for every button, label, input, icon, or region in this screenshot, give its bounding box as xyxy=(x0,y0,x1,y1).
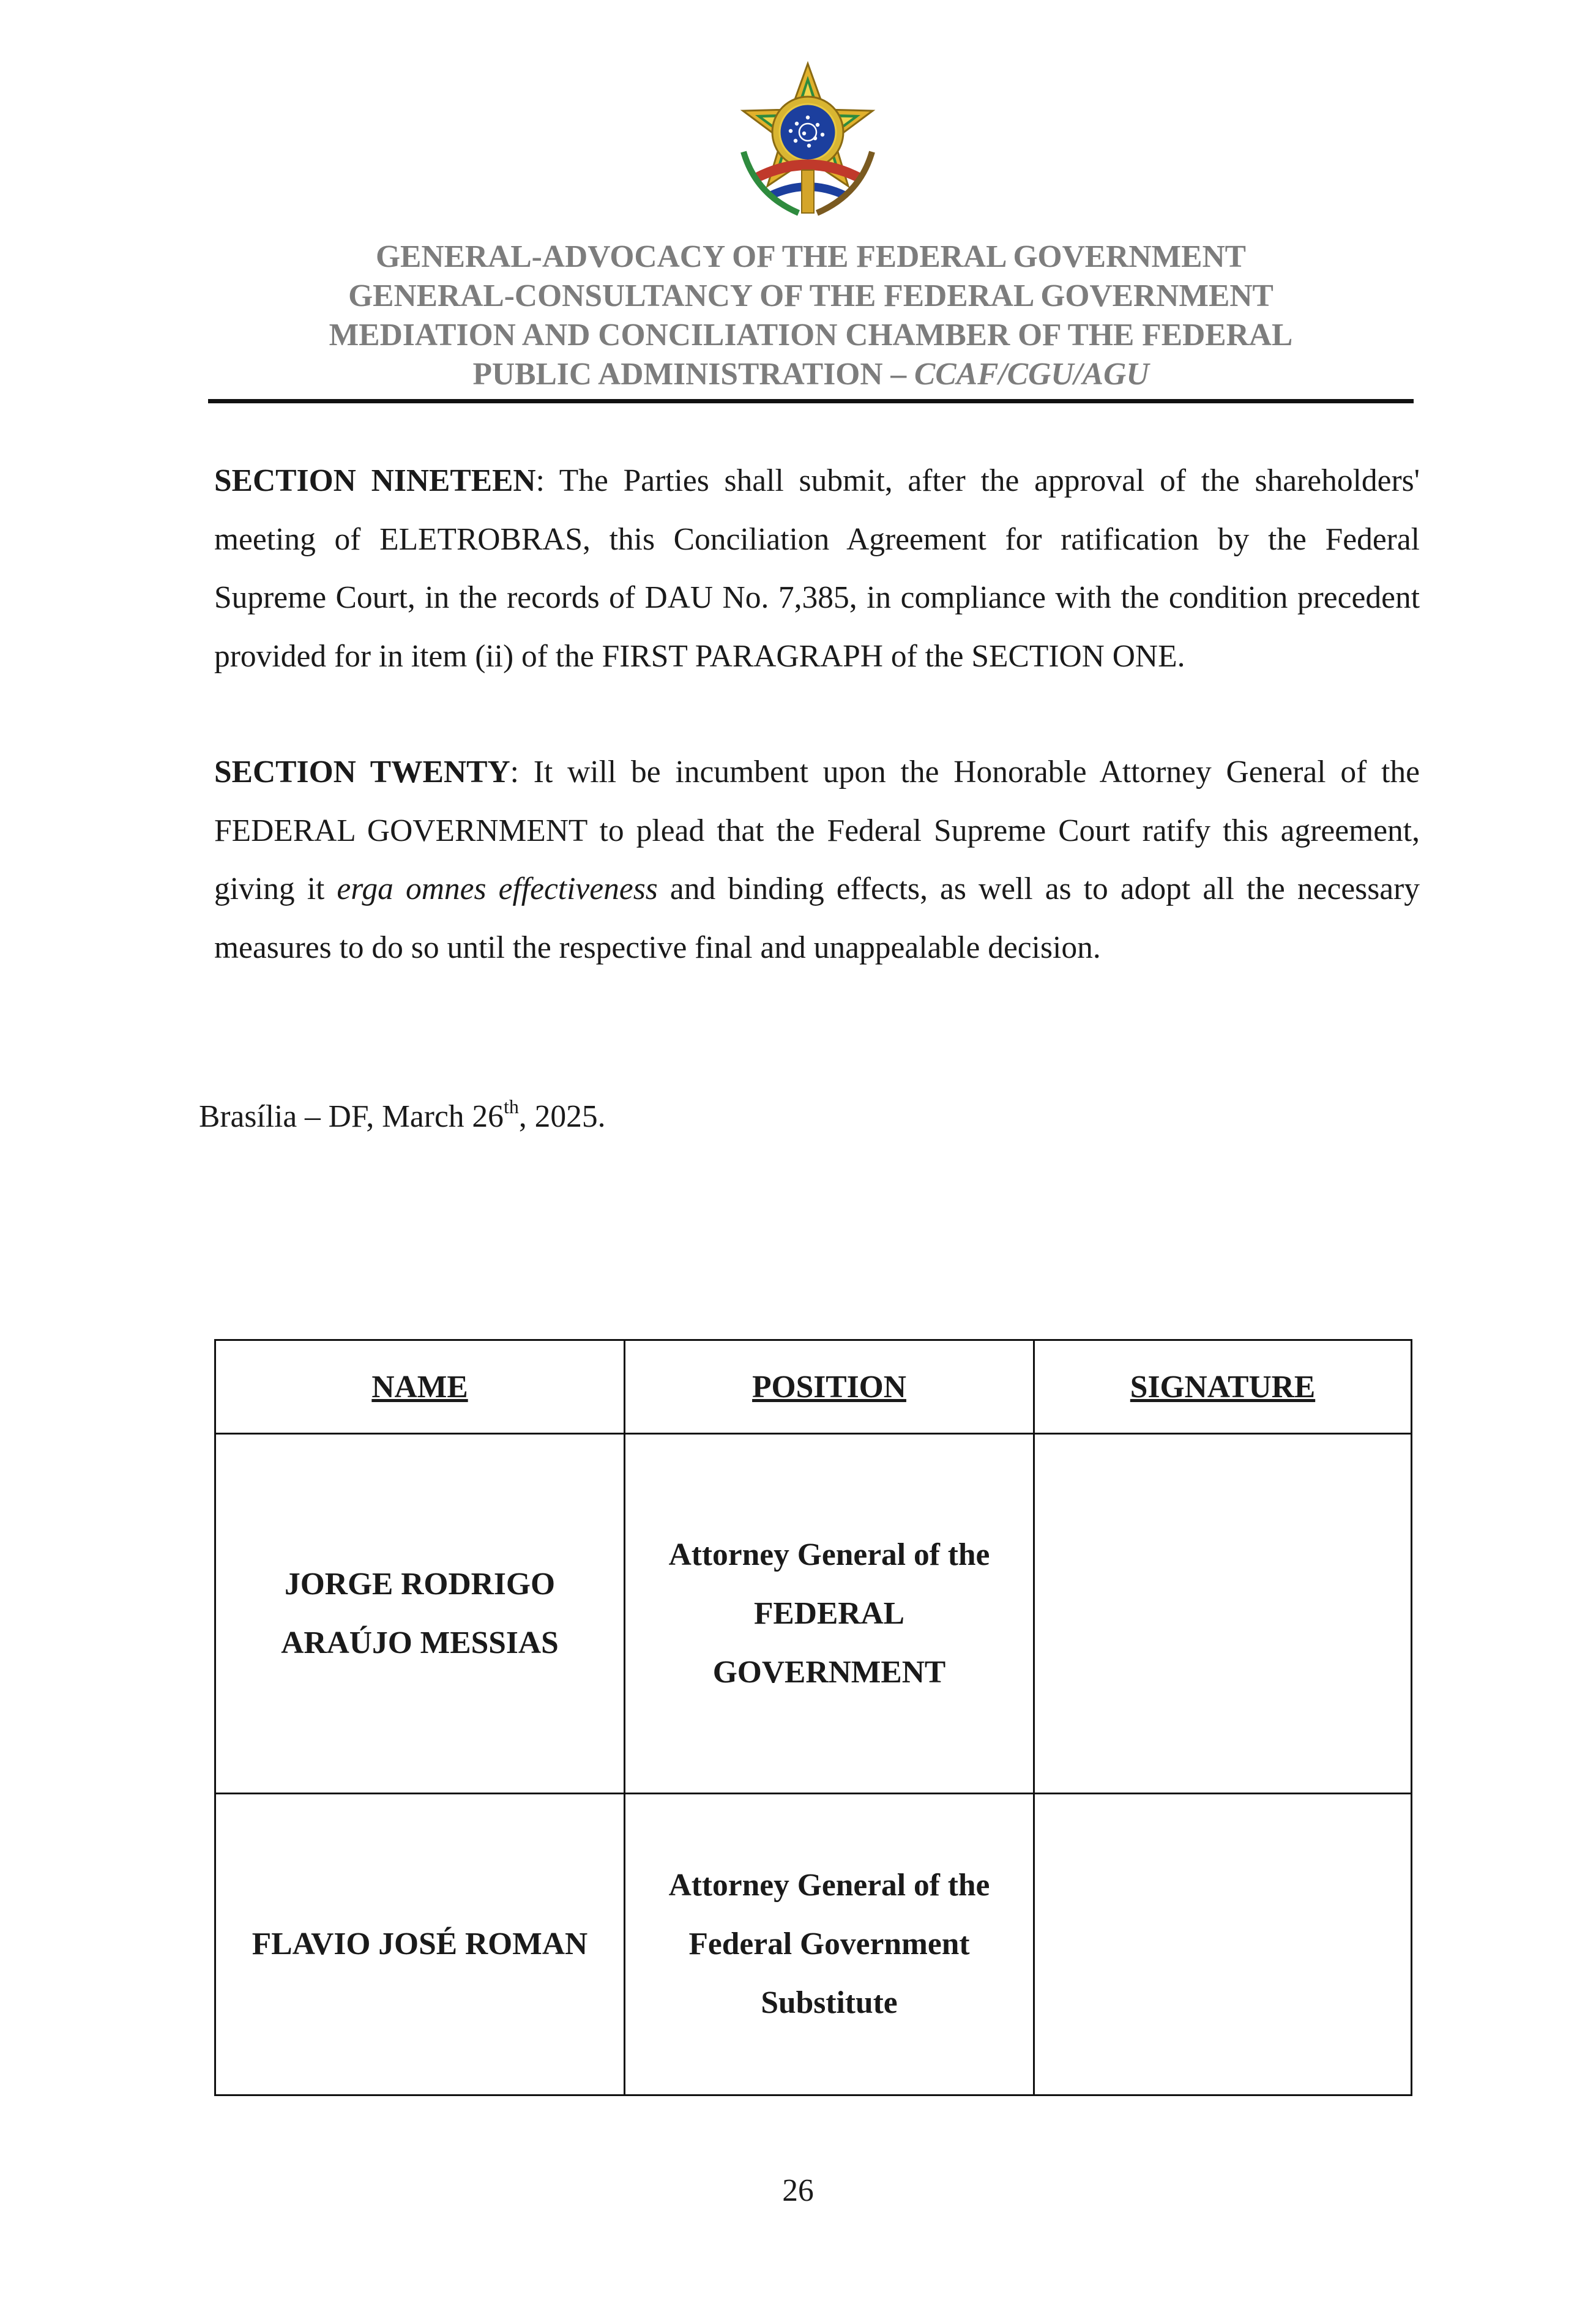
dateline xyxy=(199,1089,605,1144)
section-text: and binding effects, as well as to adopt all the necessary measures to do so until the respective final and unappealable decision. xyxy=(214,871,1420,965)
table-header-row xyxy=(215,1340,1412,1434)
signatory-name xyxy=(215,1434,625,1794)
name-line: JORGE RODRIGO xyxy=(284,1566,556,1602)
section-nineteen xyxy=(214,452,1420,685)
signatory-position xyxy=(625,1794,1034,2095)
dateline-text: Brasília – DF, March 26 xyxy=(199,1099,504,1134)
header-line-last xyxy=(208,355,1414,394)
position-line: FEDERAL xyxy=(753,1595,905,1631)
header-signature: SIGNATURE xyxy=(1034,1340,1412,1434)
header-position: POSITION xyxy=(625,1340,1034,1434)
header-name: NAME xyxy=(215,1340,625,1434)
name-line: ARAÚJO MESSIAS xyxy=(281,1625,559,1660)
section-heading: SECTION TWENTY xyxy=(214,755,510,789)
signatory-name xyxy=(215,1794,625,2095)
signature-table xyxy=(214,1339,1412,2096)
signature-cell xyxy=(1034,1434,1412,1794)
header-line-prefix: PUBLIC ADMINISTRATION – xyxy=(472,357,915,392)
header-divider xyxy=(208,399,1414,403)
page-number: 26 xyxy=(782,2173,814,2208)
position-line: Attorney General of the xyxy=(668,1868,990,1903)
table-row xyxy=(215,1434,1412,1794)
signatory-position xyxy=(625,1434,1034,1794)
table-row xyxy=(215,1794,1412,2095)
section-text: : The Parties shall submit, after the approval of the shareholders' meeting of ELETROBRAS, this Conciliation Agreement for ratification by the Federal Supreme Court, in the records of DAU No. 7,385, in compliance with the condition precedent provided for in item (ii) of the FIRST PARAGRAPH of the SECTION ONE. xyxy=(214,463,1420,674)
name-line: FLAVIO JOSÉ ROMAN xyxy=(252,1927,588,1961)
section-text: : It will be incumbent upon the Honorable Attorney General of the FEDERAL GOVERNMENT to plead that the Federal Supreme Court ratify this agreement, giving it xyxy=(214,755,1420,906)
document-header xyxy=(208,237,1414,394)
dateline-ordinal: th xyxy=(503,1095,519,1118)
section-nineteen-paragraph xyxy=(214,452,1420,685)
position-line: GOVERNMENT xyxy=(712,1654,946,1690)
position-line: Federal Government xyxy=(688,1927,970,1961)
header-line: GENERAL-CONSULTANCY OF THE FEDERAL GOVERNMENT xyxy=(348,278,1273,313)
dateline-year: , 2025. xyxy=(518,1099,606,1134)
signature-cell xyxy=(1034,1794,1412,2095)
section-twenty xyxy=(214,743,1420,977)
header-line-acronym: CCAF/CGU/AGU xyxy=(914,357,1149,392)
header-line: MEDIATION AND CONCILIATION CHAMBER OF THE FEDERAL xyxy=(329,318,1293,353)
header-line: GENERAL-ADVOCACY OF THE FEDERAL GOVERNMENT xyxy=(375,239,1246,274)
section-heading: SECTION NINETEEN xyxy=(214,463,536,498)
position-line: Substitute xyxy=(761,1985,898,2020)
coat-of-arms-icon xyxy=(731,60,884,224)
position-line: Attorney General of the xyxy=(668,1537,990,1572)
section-twenty-paragraph xyxy=(214,743,1420,977)
section-text-italic: erga omnes effectiveness xyxy=(337,871,658,906)
